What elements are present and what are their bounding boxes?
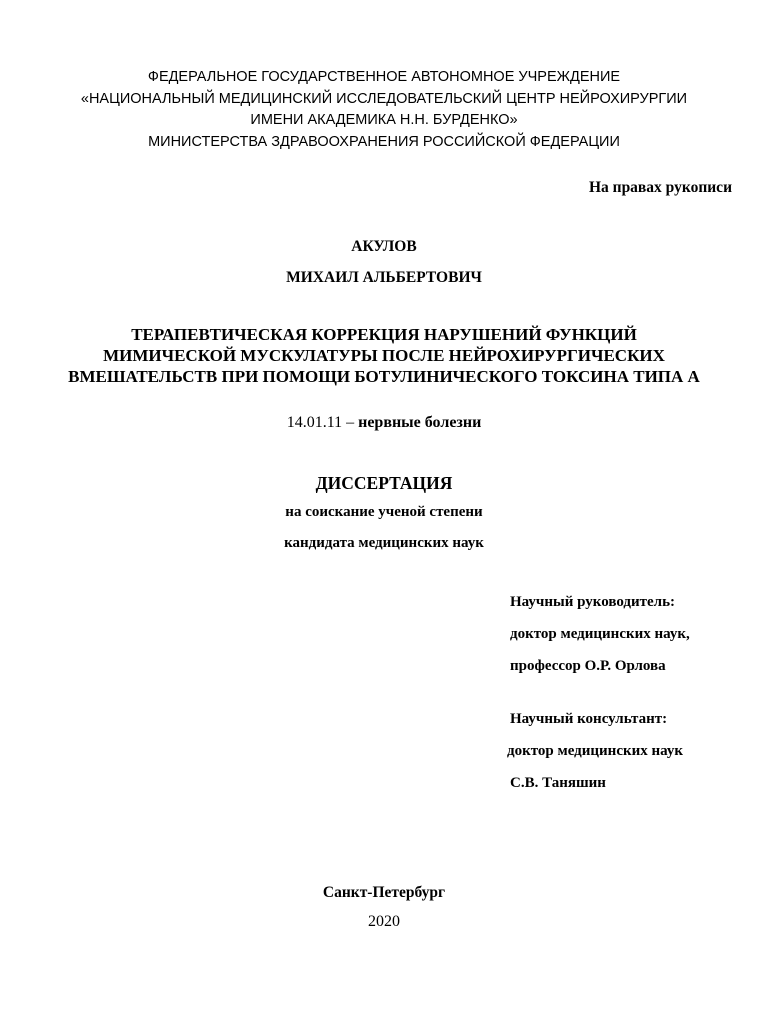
consultant-block: [507, 703, 684, 799]
dissertation-title: [0, 324, 768, 387]
supervisor-name: профессор О.Р. Орлова: [510, 658, 666, 674]
author-surname: АКУЛОВ: [351, 238, 417, 255]
institution-header: [0, 67, 768, 153]
institution-line-1: ФЕДЕРАЛЬНОЕ ГОСУДАРСТВЕННОЕ АВТОНОМНОЕ УЧРЕЖДЕНИЕ: [147, 69, 621, 85]
specialty: [0, 414, 768, 432]
consultant-role: Научный консультант:: [510, 711, 668, 727]
supervisor-degree: доктор медицинских наук,: [510, 626, 690, 642]
title-line-1: ТЕРАПЕВТИЧЕСКАЯ КОРРЕКЦИЯ НАРУШЕНИЙ ФУНКЦИЙ: [131, 325, 637, 344]
consultant-degree: доктор медицинских наук: [507, 743, 684, 759]
title-line-2: МИМИЧЕСКОЙ МУСКУЛАТУРЫ ПОСЛЕ НЕЙРОХИРУРГИЧЕСКИХ: [103, 346, 665, 365]
supervisor-block: [510, 586, 690, 682]
manuscript-note: На правах рукописи: [588, 179, 732, 196]
author-given-names: МИХАИЛ АЛЬБЕРТОВИЧ: [286, 269, 482, 286]
institution-line-4: МИНИСТЕРСТВА ЗДРАВООХРАНЕНИЯ РОССИЙСКОЙ ФЕДЕРАЦИИ: [148, 133, 620, 150]
degree-line-2: кандидата медицинских наук: [284, 535, 484, 551]
city: Санкт-Петербург: [322, 884, 446, 901]
institution-line-2: «НАЦИОНАЛЬНЫЙ МЕДИЦИНСКИЙ ИССЛЕДОВАТЕЛЬСКИЙ ЦЕНТР НЕЙРОХИРУРГИИ: [80, 90, 688, 107]
title-line-3: ВМЕШАТЕЛЬСТВ ПРИ ПОМОЩИ БОТУЛИНИЧЕСКОГО ТОКСИНА ТИПА А: [68, 367, 700, 386]
institution-line-3: ИМЕНИ АКАДЕМИКА Н.Н. БУРДЕНКО»: [250, 112, 518, 128]
year: 2020: [368, 913, 400, 930]
consultant-name: С.В. Таняшин: [510, 775, 606, 791]
supervisor-role: Научный руководитель:: [510, 594, 675, 610]
specialty-code: 14.01.11 –: [286, 414, 355, 431]
document-type: ДИССЕРТАЦИЯ: [315, 473, 453, 493]
specialty-name: нервные болезни: [358, 414, 482, 431]
degree-line-1: на соискание ученой степени: [285, 504, 483, 520]
